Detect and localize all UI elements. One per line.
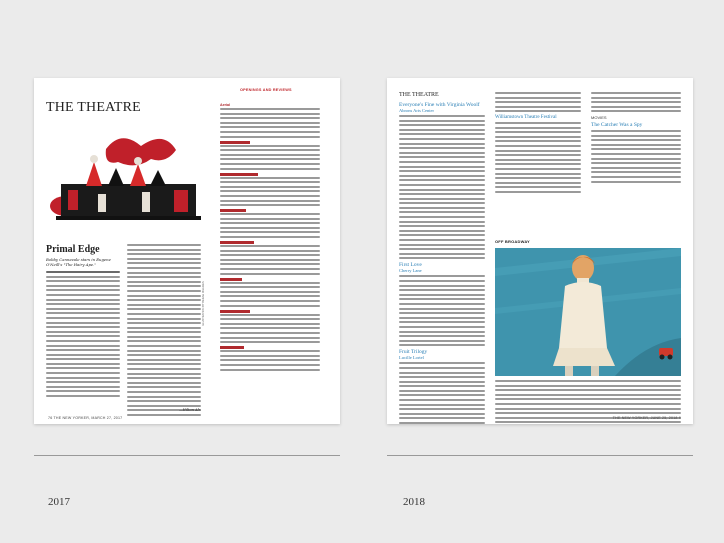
section-label-offbroadway: OFF BROADWAY — [495, 239, 530, 244]
illustration-credit: ILLUSTRATION BY BERAH MILLIKEN — [202, 281, 205, 326]
section-title: Williamstown Theatre Festival — [495, 114, 557, 120]
section-label-movies: MOVIES — [591, 114, 607, 120]
theatre-illustration — [46, 124, 201, 239]
listing-heading: Aerial — [220, 103, 230, 107]
section-title: First Love — [399, 262, 422, 269]
offbroadway-illustration — [495, 248, 681, 376]
section-venue: Cherry Lane — [399, 268, 422, 274]
year-caption-left: 2017 — [48, 496, 70, 508]
page-folio: THE NEW YORKER, JUNE 25, 2018 9 — [612, 416, 681, 420]
section-venue: Lucille Lortel — [399, 355, 424, 361]
section-venue: Abrons Arts Center — [399, 108, 434, 113]
section-title: Everyone's Fine with Virginia Woolf — [399, 102, 480, 108]
listings-column — [220, 100, 320, 373]
page-title: THE THEATRE — [46, 100, 141, 115]
review-deck: Bobby Cannavale stars in Eugene O'Neill's "The Hairy Ape." — [46, 257, 111, 267]
review-title: Primal Edge — [46, 244, 100, 255]
magazine-page-2018 — [387, 78, 693, 424]
right-column-3 — [591, 92, 681, 185]
review-body-col1 — [46, 271, 120, 400]
section-title: Fruit Trilogy — [399, 349, 428, 356]
review-signoff: —Hilton Als — [179, 408, 201, 412]
listings-section-label: OPENINGS AND REVIEWS — [240, 88, 292, 92]
right-column-2 — [495, 92, 581, 195]
year-caption-right: 2018 — [403, 496, 425, 508]
magazine-page-2017 — [34, 78, 340, 424]
page-folio: 76 THE NEW YORKER, MARCH 27, 2017 — [48, 416, 123, 420]
section-title: The Catcher Was a Spy — [591, 121, 643, 128]
page-title: THE THEATRE — [399, 92, 439, 98]
review-body-col2 — [127, 244, 201, 419]
caption-rule-left — [34, 455, 340, 456]
caption-rule-right — [387, 455, 693, 456]
right-column-1 — [399, 102, 485, 424]
